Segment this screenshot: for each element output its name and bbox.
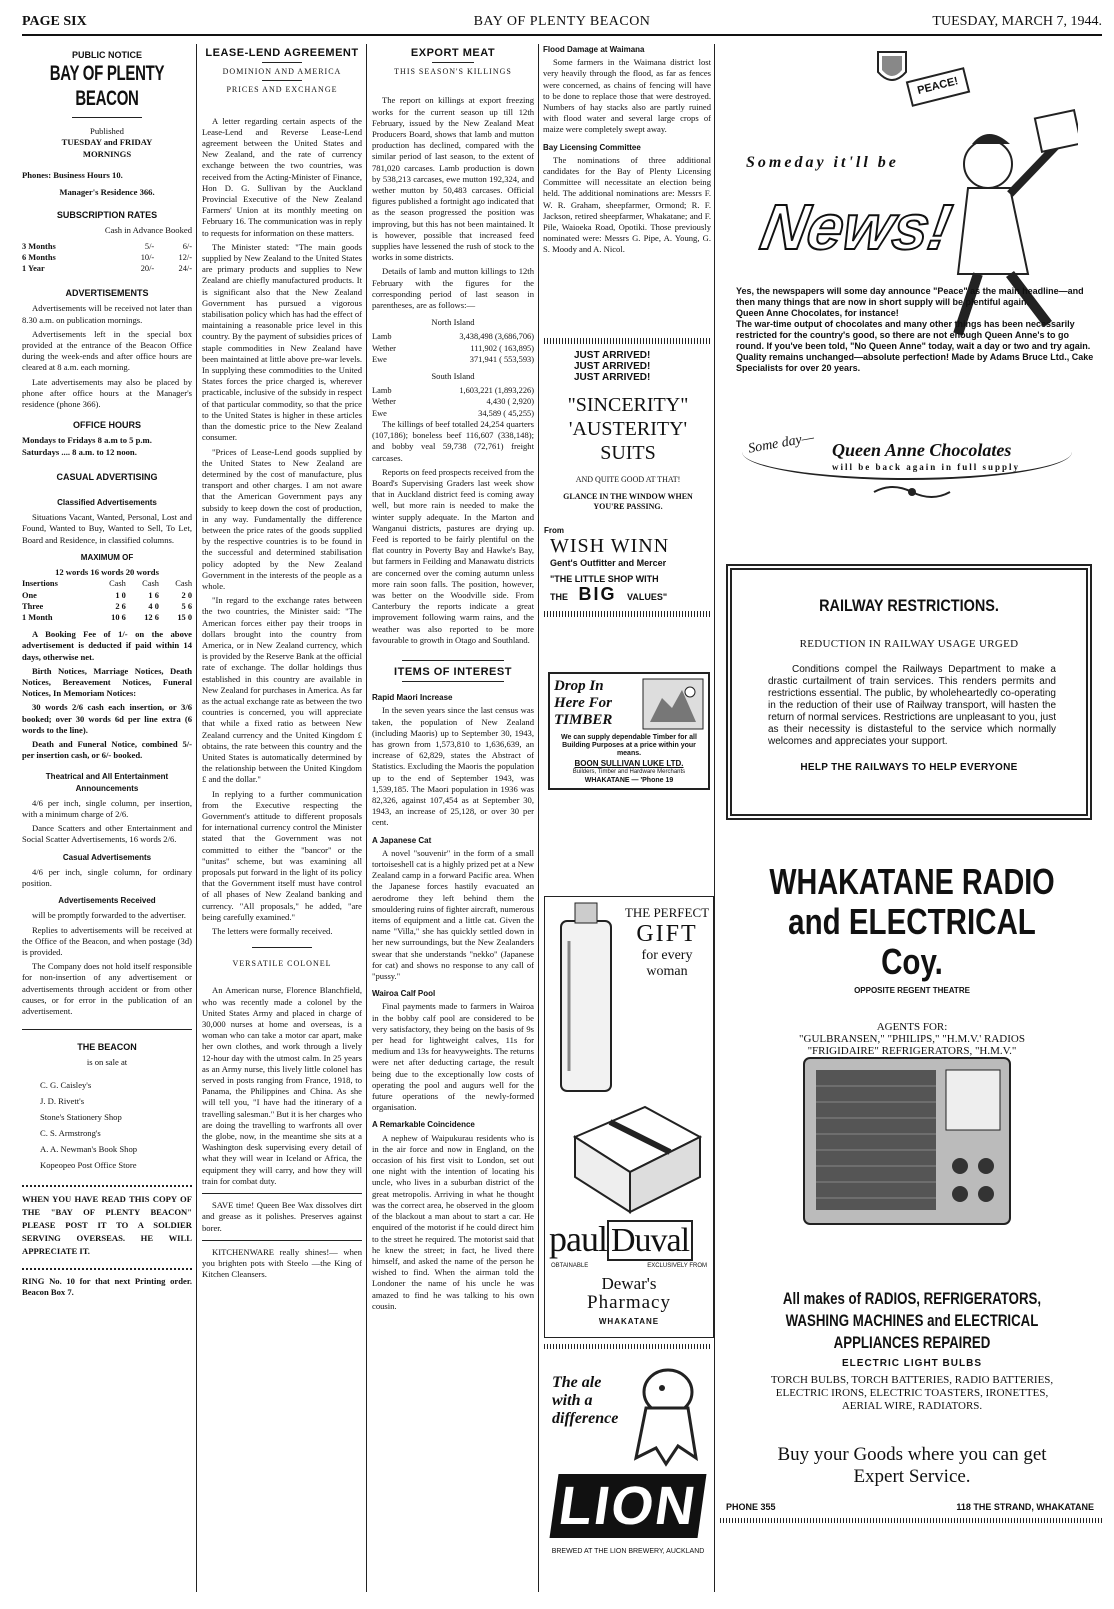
received-heading: Advertisements Received xyxy=(58,896,156,906)
item-text: In the seven years since the last census was taken, the population of New Zealand (including Maoris) up to September 30, 1943, has grown from 1,573,810 to 1,636,639, an increase of 62,829, states the Abstract of Statistics. Excluding the Maoris the population up to the end of September 1943, was 1,539,185. The Maori population in 1936 was 82,326, against 107,454 as at September 30, 1943, an increase of 25,128, or over 30 per cent. xyxy=(372,705,534,828)
beacon-heading: THE BEACON xyxy=(77,1042,137,1053)
article-title: LEASE-LEND AGREEMENT xyxy=(205,47,359,59)
brewed-label: BREWED AT THE LION BREWERY, AUCKLAND xyxy=(551,1548,705,1555)
table-cell: 1 6 xyxy=(148,590,159,600)
suits-heading: SUITS xyxy=(600,442,656,464)
news-heading: News! xyxy=(755,191,957,263)
table-cell: 2 0 xyxy=(181,590,192,600)
glance-text: GLANCE IN THE WINDOW WHEN YOU'RE PASSING. xyxy=(563,492,693,511)
values-label: VALUES" xyxy=(627,592,668,602)
on-sale-label: is on sale at xyxy=(86,1057,128,1068)
article-paragraph: The killings of beef totalled 24,254 quarters (107,186); boneless beef 116,607 (338,148); and bobby veal 59,738 (72,761) freight carcases. xyxy=(372,418,534,463)
article-paragraph: An American nurse, Florence Blanchfield, who was recently made a colonel by the United States Army and placed in charge of 30,000 nurses at home and overseas, is a woman who can take a motor car apart, make her own clothes, and work through a lively 12-hour day with the utmost calm. In 25 years as an Army nurse, this lively little colonel has served in posts ranging from France, 1918, to Panama, the Philippines and China. As she will tell you, "I have had the itinerary of a travelling salesman." But it is her charges who are doing the travelling to warfronts all over the globe, now, in the meantime she sits at a Washington desk supervising every detail of what they will wear in Iceland or Africa, the equipment they will carry, and how they will train for combat duty. xyxy=(202,985,362,1186)
the-label: THE xyxy=(550,592,568,602)
firm-desc: Builders, Timber and Hardware Merchants xyxy=(572,769,686,775)
item-title: Wairoa Calf Pool xyxy=(372,989,436,999)
wish-winn-advert xyxy=(544,338,712,658)
table-cell: Wether xyxy=(372,343,396,353)
table-cell: Lamb xyxy=(372,386,392,396)
divider xyxy=(72,117,142,118)
table-heading: North Island xyxy=(431,317,475,328)
just-arrived: JUST ARRIVED! xyxy=(574,350,651,361)
table-cell: Insertions xyxy=(22,579,58,589)
casual-rate: 4/6 per inch, single column, for ordinary position. xyxy=(22,866,192,888)
austerity-heading: 'AUSTERITY' xyxy=(568,418,688,440)
table-cell: 10/- xyxy=(140,252,155,262)
address-label: 118 THE STRAND, WHAKATANE xyxy=(956,1502,1094,1512)
table-cell: 1 Month xyxy=(22,612,53,622)
exclusively-label: EXCLUSIVELY FROM xyxy=(647,1263,707,1269)
gift-line2: GIFT xyxy=(636,921,698,947)
item-title: Rapid Maori Increase xyxy=(372,693,453,703)
gift-line3: for every xyxy=(641,948,693,963)
article-paragraph: Reports on feed prospects received from the Board's Supervising Graders last week show that in Auckland district feed is coming away well, but more rain is needed to make the winter supply adequate. In the Marton and Wanganui districts, pastures are drying up. Feed is reported to be fairly plentiful on the flat country in Poverty Bay and Hawke's Bay, but farmers in Feilding and Manawatu districts are concerned over the coming autumn unless more rain soon falls. The position, however, was better on the Woodville side. From Canterbury the reports indicate a great improvement following warm rains, and the weather was also reported to be more favourable to growth in Otago and Southland. xyxy=(372,466,534,645)
replies-text: Replies to advertisements will be received at the Office of the Beacon, and when postage (3d) is provided. xyxy=(22,924,192,957)
item-title: Bay Licensing Committee xyxy=(543,142,641,152)
big-label: BIG xyxy=(578,584,617,604)
item-text: The nominations of three additional candidates for the Bay of Plenty Licensing Committee will necessitate an election being held. The additional nominations are: Messrs F. W. R. Graham, sheepfarmer, Ormond; R. F. Jackson, retired sheepfarmer, Whakatane; and F. Pile, Waioeka Road, Opotiki. Those previously nominated were: Messrs G. Pipe, A. Young, G. S. Moody and A. Nicol. xyxy=(543,154,711,255)
lion-icon xyxy=(626,1358,706,1468)
list-item: Kopeopeo Post Office Store xyxy=(40,1159,137,1170)
table-cell: 15 0 xyxy=(177,612,192,622)
article-paragraph: The letters were formally received. xyxy=(212,926,333,937)
ale-line3: difference xyxy=(552,1410,619,1427)
divider xyxy=(262,62,302,63)
outfitter-label: Gent's Outfitter and Mercer xyxy=(550,558,667,568)
column-export-meat xyxy=(372,44,534,1596)
item-title: A Japanese Cat xyxy=(372,835,432,845)
dewar-line2: Pharmacy xyxy=(587,1292,671,1313)
table-row xyxy=(22,252,192,263)
theatrical-heading: Theatrical and All Entertainment Announcements xyxy=(45,772,169,793)
table-row xyxy=(372,396,534,407)
table-cell: 3,438,498 (3,686,706) xyxy=(459,332,534,342)
save-notice: SAVE time! Queen Bee Wax dissolves dirt and grease as it polishes. Preserves against borer. xyxy=(202,1200,362,1233)
article-paragraph: The Minister stated: "The main goods supplied by New Zealand to the United States are primary products and supplies to New Zealand are chiefly manufactured products. It is significant also that the New Zealand Government has pursued a vigorous stabilisation policy which has had the effect of maintaining a reasonable price level in this country. By the payment of subsidies prices of staple commodities in New Zealand have been maintained at little above pre-war levels. In supplying these commodities to the United States forces the price charged is, wherever practicable, inclusive of the subsidy in respect of that particular commodity, so that the price to the United States is higher in these articles than the domestic price to the New Zealand consumer. xyxy=(202,241,362,443)
divider xyxy=(402,681,504,682)
railway-title: RAILWAY RESTRICTIONS. xyxy=(819,596,999,615)
item-title: Flood Damage at Waimana xyxy=(543,45,645,54)
column-lease-lend xyxy=(202,44,362,1596)
company-disclaimer: The Company does not hold itself responsible for non-insertion of any advertisement or advertisements through accident or from other causes, or for error in the publication of an advertisement. xyxy=(22,961,192,1016)
bulbs-line: ELECTRIC IRONS, ELECTRIC TOASTERS, IRONETTES, xyxy=(775,1387,1049,1399)
table-cell: 10 6 xyxy=(111,612,126,622)
table-row xyxy=(22,612,192,623)
divider xyxy=(544,1344,712,1349)
divider xyxy=(202,1193,362,1194)
subscription-heading: SUBSCRIPTION RATES xyxy=(56,210,158,221)
table-heading: South Island xyxy=(431,371,475,382)
adv-paragraph: Advertisements will be received not later than 8.30 a.m. on publication mornings. xyxy=(22,303,192,325)
divider xyxy=(402,660,504,661)
table-cell: 3 Months xyxy=(22,241,56,251)
adv-paragraph: Late advertisements may also be placed by phone after office hours at the Manager's residence (phone 366). xyxy=(22,376,192,410)
quite-good: AND QUITE GOOD AT THAT! xyxy=(575,475,681,484)
table-cell: Three xyxy=(22,601,44,611)
table-cell: 34,589 ( 45,255) xyxy=(478,408,534,418)
casual-ads-heading: Casual Advertisements xyxy=(62,852,152,862)
ring-notice: RING No. 10 for that next Printing order. Beacon Box 7. xyxy=(22,1275,192,1297)
soldier-notice: WHEN YOU HAVE READ THIS COPY OF THE "BAY OF PLENTY BEACON" PLEASE POST IT TO A SOLDIER SERVING OVERSEAS. HE WILL APPRECIATE IT. xyxy=(22,1193,192,1256)
dewar-line1: Dewar's xyxy=(601,1274,657,1293)
table-cell: 111,902 ( 163,895) xyxy=(470,343,534,353)
rates-table xyxy=(22,578,192,623)
publishing-days: TUESDAY and FRIDAY xyxy=(61,137,153,148)
table-cell: 5/- xyxy=(144,241,155,251)
divider xyxy=(544,338,712,344)
qa-text: Quality remains unchanged—absolute perfection! Made by Adams Bruce Ltd., Cake Specialists for over 20 years. xyxy=(736,352,1094,373)
railway-subtitle: REDUCTION IN RAILWAY USAGE URGED xyxy=(799,638,1019,650)
article-subheading: DOMINION AND AMERICA xyxy=(222,67,342,77)
firm-town: WHAKATANE — 'Phone 19 xyxy=(584,777,674,784)
table-cell: 1 Year xyxy=(22,264,45,274)
office-hours-weekdays: Mondays to Fridays 8 a.m to 5 p.m. xyxy=(22,435,152,446)
item-text: A nephew of Waipukurau residents who is in the air force and now in England, on the occasion of his first visit to London, set out one night with the intention of locating his uncle, who lives in a suburban district of the great metropolis. Arriving in what he thought was the correct area, he observed in the gloom of the blackout a man about to start a car. He enquired of the motorist if he could direct him to the street he required. The motorist said that he knew the street; in fact, he lived there himself, and asked the name of the person he wished to find. When the airman told the Londoner the name of his uncle he was amazed to find he was talking to his own cousin. xyxy=(372,1132,534,1311)
wish-winn-name: WISH WINN xyxy=(550,535,670,557)
article-subheading: PRICES AND EXCHANGE xyxy=(226,85,338,95)
someday-heading: Someday it'll be xyxy=(746,154,899,171)
booking-fee: A Booking Fee of 1/- on the above advertisement is deducted if paid within 14 days, otherwise net. xyxy=(22,629,192,662)
article-paragraph: In replying to a further communication from the Executive respecting the Government's attitude to different proposals for international currency control the Minister stated that the Government was not committed to either the "bancor" or the "unitas" scheme, but was examining all proposals put forward in the light of its policy that the Government itself must have control of all phases of New Zealand banking and currency. "All proposals," he added, "are being carefully examined." xyxy=(202,788,362,922)
buy-line1: Buy your Goods where you can get xyxy=(777,1444,1047,1465)
article-paragraph: "Prices of Lease-Lend goods supplied by the United States to New Zealand are determined by the cost of manufacture, plus transport and other charges. I am not aware that the American Government pays any subsidy to keep down the cost of production, in any way. Fundamentally the difference between the price rates of the goods supplied by the respective countries is to be found in the successful and determined stabilisation policy adopted by the New Zealand Government in the interests of the people as a whole. xyxy=(202,446,362,591)
agents-line: "FRIGIDAIRE" REFRIGERATORS, "H.M.V." xyxy=(807,1045,1017,1057)
divider xyxy=(22,1029,192,1030)
timber-advert xyxy=(548,672,710,790)
maximum-columns: 12 words 16 words 20 words xyxy=(55,567,159,578)
from-label: From xyxy=(544,526,564,535)
peace-paper: PEACE! xyxy=(906,67,971,107)
agents-line: "GULBRANSEN," "PHILIPS," "H.M.V.' RADIOS xyxy=(799,1033,1025,1045)
received-text: will be promptly forwarded to the advertiser. xyxy=(32,910,186,921)
radio-advert xyxy=(720,862,1104,1562)
table-cell: 1,603,221 (1,893,226) xyxy=(459,386,534,396)
casual-heading: CASUAL ADVERTISING xyxy=(56,471,158,482)
timber-text: We can supply dependable Timber for all Building Purposes at a price within your means. xyxy=(561,734,697,757)
north-island-table xyxy=(372,331,534,365)
little-shop: "THE LITTLE SHOP WITH xyxy=(550,574,659,584)
published-label: Published xyxy=(90,126,124,137)
qa-text: Queen Anne Chocolates, for instance! xyxy=(736,308,899,318)
perfume-bottle-icon xyxy=(551,901,621,1101)
opposite-label: OPPOSITE REGENT THEATRE xyxy=(854,986,970,995)
publishing-time: MORNINGS xyxy=(82,148,132,159)
subscription-columns: Cash in Advance Booked xyxy=(104,225,192,236)
radio-set-icon xyxy=(802,1056,1012,1228)
buy-line2: Expert Service. xyxy=(853,1466,971,1487)
divider xyxy=(252,947,312,948)
qa-back: will be back again in full supply xyxy=(832,462,1021,472)
dewar-town: WHAKATANE xyxy=(598,1317,660,1326)
south-island-table xyxy=(372,385,534,419)
list-item: C. G. Caisley's xyxy=(40,1079,92,1090)
gift-line4: woman xyxy=(646,964,688,979)
table-cell: 12/- xyxy=(178,252,192,262)
here-for-line: Here For xyxy=(554,695,612,711)
agents-label: AGENTS FOR: xyxy=(876,1021,948,1033)
divider xyxy=(720,1518,1104,1523)
table-cell: 12 6 xyxy=(144,612,159,622)
list-item: C. S. Armstrong's xyxy=(40,1127,101,1138)
advertisements-heading: ADVERTISEMENTS xyxy=(65,288,149,299)
table-row xyxy=(22,263,192,274)
classified-text: Situations Vacant, Wanted, Personal, Lost and Found, Wanted to Buy, Wanted to Sell, To Let, Board and Residence, in classified columns. xyxy=(22,512,192,545)
maximum-heading: MAXIMUM OF xyxy=(80,552,134,562)
just-arrived: JUST ARRIVED! xyxy=(574,372,651,383)
table-row xyxy=(372,408,534,419)
office-hours-heading: OFFICE HOURS xyxy=(72,420,141,431)
column-rule xyxy=(366,44,367,1592)
page-header xyxy=(22,14,1102,36)
gift-line1: THE PERFECT xyxy=(624,905,710,920)
divider xyxy=(262,80,302,81)
ale-line1: The ale xyxy=(552,1374,602,1391)
table-cell: Wether xyxy=(372,397,396,407)
list-item: Stone's Stationery Shop xyxy=(40,1111,122,1122)
divider xyxy=(22,1268,192,1270)
qa-text: The war-time output of chocolates and many other things has been necessarily restricted for the country's good, so there are not enough Queen Anne's to go round. If you've been told, "No Queen Anne" today, wait a day or two and try again. xyxy=(736,319,1091,351)
table-row xyxy=(22,578,192,589)
issue-date: TUESDAY, MARCH 7, 1944. xyxy=(932,14,1102,29)
subscription-table xyxy=(22,241,192,275)
item-title: A Remarkable Coincidence xyxy=(372,1120,475,1130)
item-text: Some farmers in the Waimana district lost very heavily through the flood, as far as fences were concerned, as chains of fencing will have to be done to replace those that were destroyed. Numbers of hay stacks also are partly ruined with flood water and several large crops of maize were completely swept away. xyxy=(543,57,711,135)
table-cell: 6/- xyxy=(182,241,192,251)
column-rule xyxy=(714,44,715,1592)
paul-duval-advert xyxy=(544,896,714,1338)
death-notices: Death and Funeral Notice, combined 5/- per insertion cash, or 6/- booked. xyxy=(22,738,192,761)
theatrical-rate: 4/6 per inch, single column, per insertion, with a minimum charge of 2/6. xyxy=(22,797,192,819)
table-cell: Cash xyxy=(109,579,126,589)
repairs-text: All makes of RADIOS, REFRIGERATORS, WASHING MACHINES and ELECTRICAL APPLIANCES REPAIRED xyxy=(782,1289,1042,1352)
table-cell: Cash xyxy=(175,579,192,589)
list-item: A. A. Newman's Book Shop xyxy=(40,1143,138,1154)
divider xyxy=(432,62,474,63)
divider xyxy=(22,1185,192,1187)
article-paragraph: The report on killings at export freezing works for the current season up till 12th February, issued by the New Zealand Meat Producers Board, shows that lamb and mutton production has declined, compared with the similar period of last season, to the extent of 781,020 carcases. Lamb production is down by 538,213 carcases, ewe mutton 192,324, and wether mutton by 50,483 carcases. Official figures published a fortnight ago indicated that as the season progressed the position was improving, but this has not been maintained. It is however, possible that increased feed supplies have lessened the rush of stock to the works in some districts. xyxy=(372,95,534,263)
article-title: VERSATILE COLONEL xyxy=(232,959,332,969)
divider xyxy=(202,1240,362,1241)
birth-notices: Birth Notices, Marriage Notices, Death Notices, Bereavement Notices, Funeral Notices, In Memoriam Notices: xyxy=(22,665,192,699)
kitchenware-notice: KITCHENWARE really shines!— when you brighten pots with Steelo —the King of Kitchen Cleansers. xyxy=(202,1246,362,1280)
bulbs-line: AERIAL WIRE, RADIATORS. xyxy=(841,1400,983,1412)
queen-anne-advert xyxy=(722,44,1102,514)
ornament-icon xyxy=(872,482,952,502)
table-row xyxy=(372,385,534,396)
lion-advert xyxy=(544,1344,712,1566)
birth-rates: 30 words 2/6 cash each insertion, or 3/6 booked; over 30 words 6d per line extra (6 words to the line). xyxy=(22,702,192,735)
table-cell: 1 0 xyxy=(115,590,126,600)
item-text: Final payments made to farmers in Wairoa in the bobby calf pool are considered to be very satisfactory, they being on the basis of 9s per head for lightweight calves, 11s for medium and 13s for heavyweights. The returns were net after deducting cartage, the result being due to the exceptionally low costs of operating the pool and augurs well for the future operations of the newly-formed organisation. xyxy=(372,1001,534,1113)
timber-illustration-icon xyxy=(642,678,704,730)
timber-line: TIMBER xyxy=(554,712,613,728)
table-cell: 24/- xyxy=(178,264,192,274)
table-cell: One xyxy=(22,590,37,600)
table-cell: Cash xyxy=(142,579,159,589)
article-paragraph: Details of lamb and mutton killings to 12th February with the figures for the corresponding period of last season in parentheses, are as follows:— xyxy=(372,266,534,311)
railway-text: Conditions compel the Railways Department to make a drastic curtailment of train services. This renders permits and restrictions essential. The public, by wholeheartedly co-operating in the reduction of their use of Railway transport, will hasten the return of normal services. Restrictions are unpleasant to you, just as their necessity is distasteful to the service which normally welcomes and appreciates your support. xyxy=(768,664,1056,747)
bulbs-line: TORCH BULBS, TORCH BATTERIES, RADIO BATTERIES, xyxy=(770,1374,1054,1386)
railway-advert xyxy=(726,564,1092,820)
public-notice-heading: PUBLIC NOTICE xyxy=(71,50,142,60)
phone-label: PHONE 355 xyxy=(726,1502,776,1512)
table-row xyxy=(22,601,192,612)
sincerity-heading: "SINCERITY" xyxy=(567,394,689,416)
table-row xyxy=(372,331,534,342)
masthead: BAY OF PLENTY BEACON xyxy=(49,62,165,112)
gift-box-icon xyxy=(565,1097,705,1217)
obtainable-label: OBTAINABLE xyxy=(551,1263,589,1269)
paul-logo: paul xyxy=(549,1219,607,1259)
classified-heading: Classified Advertisements xyxy=(57,498,157,508)
column-rule xyxy=(196,44,197,1592)
table-cell: Lamb xyxy=(372,332,392,342)
lion-logo: LION xyxy=(550,1474,707,1538)
article-title: EXPORT MEAT xyxy=(410,47,496,59)
column-rule xyxy=(538,44,539,1592)
phones-residence: Manager's Residence 366. xyxy=(59,187,155,198)
table-row xyxy=(372,354,534,365)
table-cell: 6 Months xyxy=(22,252,56,262)
duval-logo: Duval xyxy=(607,1220,693,1261)
table-cell: 4 0 xyxy=(148,601,159,611)
just-arrived: JUST ARRIVED! xyxy=(574,361,651,372)
radio-line1: WHAKATANE RADIO xyxy=(769,861,1055,902)
paper-name: BAY OF PLENTY BEACON xyxy=(473,14,651,29)
column-local-news xyxy=(543,44,711,334)
page-number: PAGE SIX xyxy=(22,14,87,29)
qa-someday: Some day— xyxy=(747,430,816,457)
ale-line2: with a xyxy=(552,1392,593,1409)
table-row xyxy=(372,343,534,354)
qa-brand: Queen Anne Chocolates xyxy=(832,440,1012,460)
adv-paragraph: Advertisements left in the special box provided at the entrance of the Beacon Office during the week-ends and after office hours are cleared at 8 a.m. each morning. xyxy=(22,328,192,373)
divider xyxy=(544,611,712,617)
item-text: A novel "souvenir" in the form of a small tortoiseshell cat is a highly prized pet at a New Zealand camp in a forward Pacific area. When the Japanese forces hastily evacuated an aerodrome they left behind them the smouldering ruins of fighter aircraft, numerous items of equipment and a little cat. Given the name "Villa," she has quickly settled down in her new surroundings, but the New Zealanders swear that she understands "nekko" (Japanese for cat) and shows no response to any call of "pussy." xyxy=(372,847,534,982)
radio-line2: and ELECTRICAL Coy. xyxy=(788,901,1036,982)
table-row xyxy=(22,241,192,252)
table-cell: Ewe xyxy=(372,408,387,418)
table-cell: Ewe xyxy=(372,354,387,364)
table-cell: 5 6 xyxy=(181,601,192,611)
firm-name: BOON SULLIVAN LUKE LTD. xyxy=(574,759,684,768)
table-cell: 2 6 xyxy=(115,601,126,611)
table-cell: 20/- xyxy=(140,264,155,274)
table-cell: 4,430 ( 2,920) xyxy=(486,397,534,407)
phones-business: Phones: Business Hours 10. xyxy=(22,169,123,180)
table-cell: 371,941 ( 553,593) xyxy=(469,354,534,364)
office-hours-saturday: Saturdays .... 8 a.m. to 12 noon. xyxy=(22,446,137,457)
column-public-notice xyxy=(22,44,192,1596)
railway-help: HELP THE RAILWAYS TO HELP EVERYONE xyxy=(800,762,1018,773)
article-paragraph: "In regard to the exchange rates between the two countries, the Minister said: "The American forces either pay their troops in dollars brought into the country from America, or in New Zealand currency, which is provided by the Reserve Bank at the official rate of exchange. The dollar holdings thus established in this country are available in New Zealand for purchases in America. As far as the actual exchange rate as between the two countries is concerned, you will appreciate that while a fixed ratio as between New Zealand currency and the United Kingdom £ obtains, the rate between this country and the United States is automatically determined by the relationship between the United Kingdom £ and the dollar." xyxy=(202,595,362,785)
table-row xyxy=(22,590,192,601)
bulbs-heading: ELECTRIC LIGHT BULBS xyxy=(842,1358,982,1369)
section-title: ITEMS OF INTEREST xyxy=(394,665,512,678)
dance-rate: Dance Scatters and other Entertainment and Social Scatter Advertisements, 16 words 2/6. xyxy=(22,823,192,845)
article-paragraph: A letter regarding certain aspects of the Lease-Lend and Reverse Lease-Lend agreement between the United States and New Zealand, and the rate of currency exchange between the two countries, was received from the Acting-Minister of Finance, Hon D. G. Sullivan by the Auckland Provincial Executive of the New Zealand Farmers' Union at its monthly meeting on February 16. The communication was in reply to requests for information on these matters. xyxy=(202,115,362,238)
qa-text: Yes, the newspapers will some day announce "Peace" as the main headline—and then many things that are now in short supply will be plentiful again. xyxy=(736,286,1084,307)
drop-in-line: Drop In xyxy=(554,678,604,694)
list-item: J. D. Rivett's xyxy=(40,1095,85,1106)
article-subheading: THIS SEASON'S KILLINGS xyxy=(394,67,512,77)
